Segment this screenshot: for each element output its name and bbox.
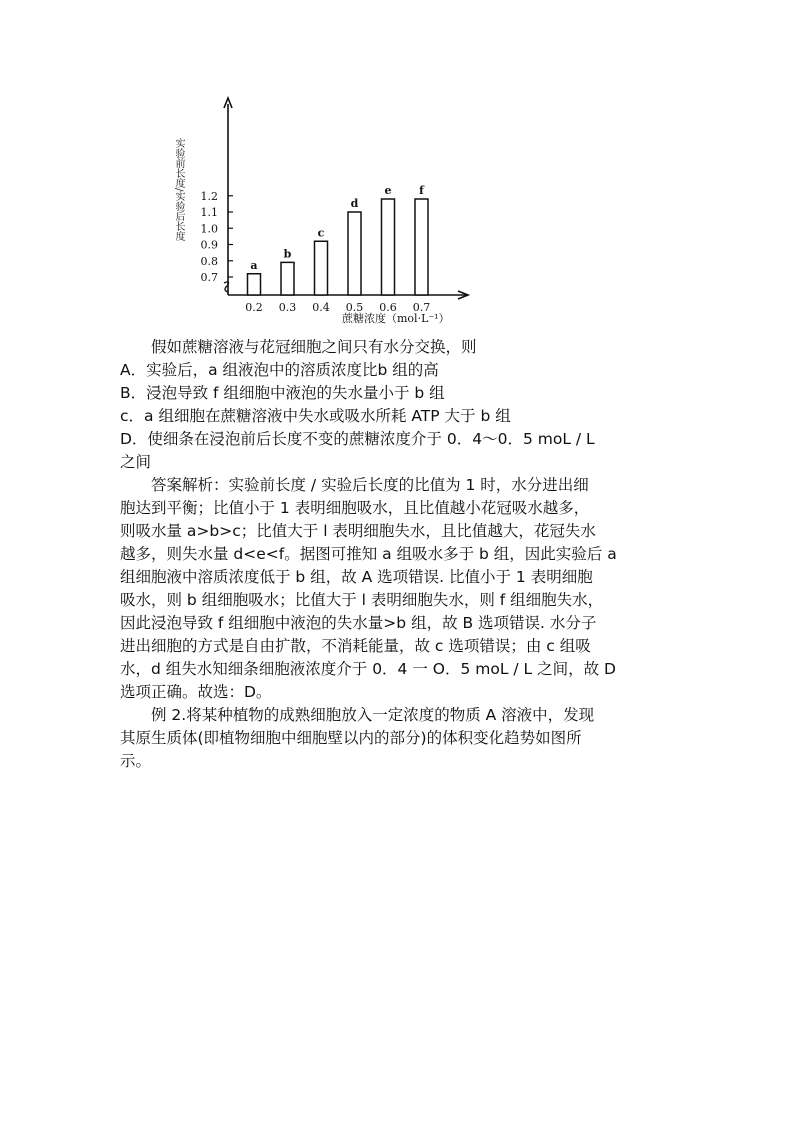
bar-label-d: d — [350, 197, 359, 210]
y-axis-label: 实验前长度/实验后长度 — [173, 138, 184, 242]
x-tick-label-5: 0.7 — [412, 301, 431, 314]
bar-label-a: a — [250, 258, 258, 272]
bar-label-c: c — [317, 226, 325, 240]
analysis-line-4: 越多，则失水量 d<e<f。据图可推知 a 组吸水多于 b 组，因此实验后 a — [120, 545, 617, 563]
analysis-line-6: 吸水，则 b 组细胞吸水；比值大于 l 表明细胞失水，则 f 组细胞失水， — [120, 591, 604, 609]
question-text — [120, 336, 680, 773]
y-tick-label-1: 0.8 — [200, 254, 218, 268]
x-tick-label-1: 0.3 — [278, 301, 297, 314]
option-c: c．a 组细胞在蔗糖溶液中失水或吸水所耗 ATP 大于 b 组 — [120, 407, 511, 425]
analysis-line-7: 因此浸泡导致 f 组细胞中液泡的失水量>b 组，故 B 选项错误. 水分子 — [120, 614, 597, 632]
y-tick-label-2: 0.9 — [200, 238, 218, 252]
analysis-line-3: 则吸水量 a>b>c；比值大于 l 表明细胞失水，且比值越大，花冠失水 — [120, 522, 596, 540]
option-d-line1: D．使细条在浸泡前后长度不变的蔗糖浓度介于 0．4～0．5 moL / L — [120, 430, 595, 448]
x-tick-label-0: 0.2 — [245, 301, 263, 314]
analysis-line-1: 答案解析：实验前长度 / 实验后长度的比值为 1 时，水分进出细 — [151, 476, 589, 494]
analysis-line-8: 进出细胞的方式是自由扩散，不消耗能量，故 c 选项错误；由 c 组吸 — [120, 637, 591, 655]
y-tick-label-5: 1.2 — [200, 189, 218, 203]
bar-d — [348, 212, 361, 295]
x-axis-label: 蔗糖浓度（mol·L⁻¹） — [342, 312, 450, 325]
x-tick-label-2: 0.4 — [312, 301, 330, 314]
example-line-1: 例 2.将某种植物的成熟细胞放入一定浓度的物质 A 溶液中，发现 — [151, 706, 595, 724]
x-tick-label-3: 0.5 — [345, 301, 364, 314]
y-tick-label-4: 1.1 — [200, 206, 218, 219]
option-b: B．浸泡导致 f 组细胞中液泡的失水量小于 b 组 — [120, 384, 445, 402]
option-d-line2: 之间 — [120, 453, 152, 471]
option-a: A．实验后，a 组液泡中的溶质浓度比b 组的高 — [120, 361, 439, 379]
bar-chart — [160, 92, 480, 332]
analysis-line-10: 选项正确。故选：D。 — [120, 683, 272, 701]
bar-c — [315, 241, 328, 295]
x-tick-label-4: 0.6 — [379, 301, 397, 314]
analysis-line-2: 胞达到平衡；比值小于 1 表明细胞吸水，且比值越小花冠吸水越多， — [120, 499, 590, 517]
bar-label-f: f — [419, 184, 424, 197]
bar-a — [248, 274, 261, 295]
analysis-line-5: 组细胞液中溶质浓度低于 b 组，故 A 选项错误. 比值小于 1 表明细胞 — [120, 568, 593, 586]
bar-f — [415, 199, 428, 295]
question-stem: 假如蔗糖溶液与花冠细胞之间只有水分交换，则 — [151, 338, 477, 356]
bar-e — [382, 199, 395, 295]
example-line-2: 其原生质体(即植物细胞中细胞壁以内的部分)的体积变化趋势如图所 — [120, 729, 582, 747]
bar-label-e: e — [384, 184, 392, 197]
y-tick-label-3: 1.0 — [200, 222, 218, 236]
bar-label-b: b — [283, 247, 292, 261]
example-line-3: 示。 — [120, 752, 152, 770]
bar-b — [281, 262, 294, 295]
y-tick-label-0: 0.7 — [200, 271, 218, 284]
chart-svg — [160, 92, 480, 332]
analysis-line-9: 水，d 组失水知细条细胞液浓度介于 0．4 一 O．5 moL / L 之间，故 D — [120, 660, 616, 678]
